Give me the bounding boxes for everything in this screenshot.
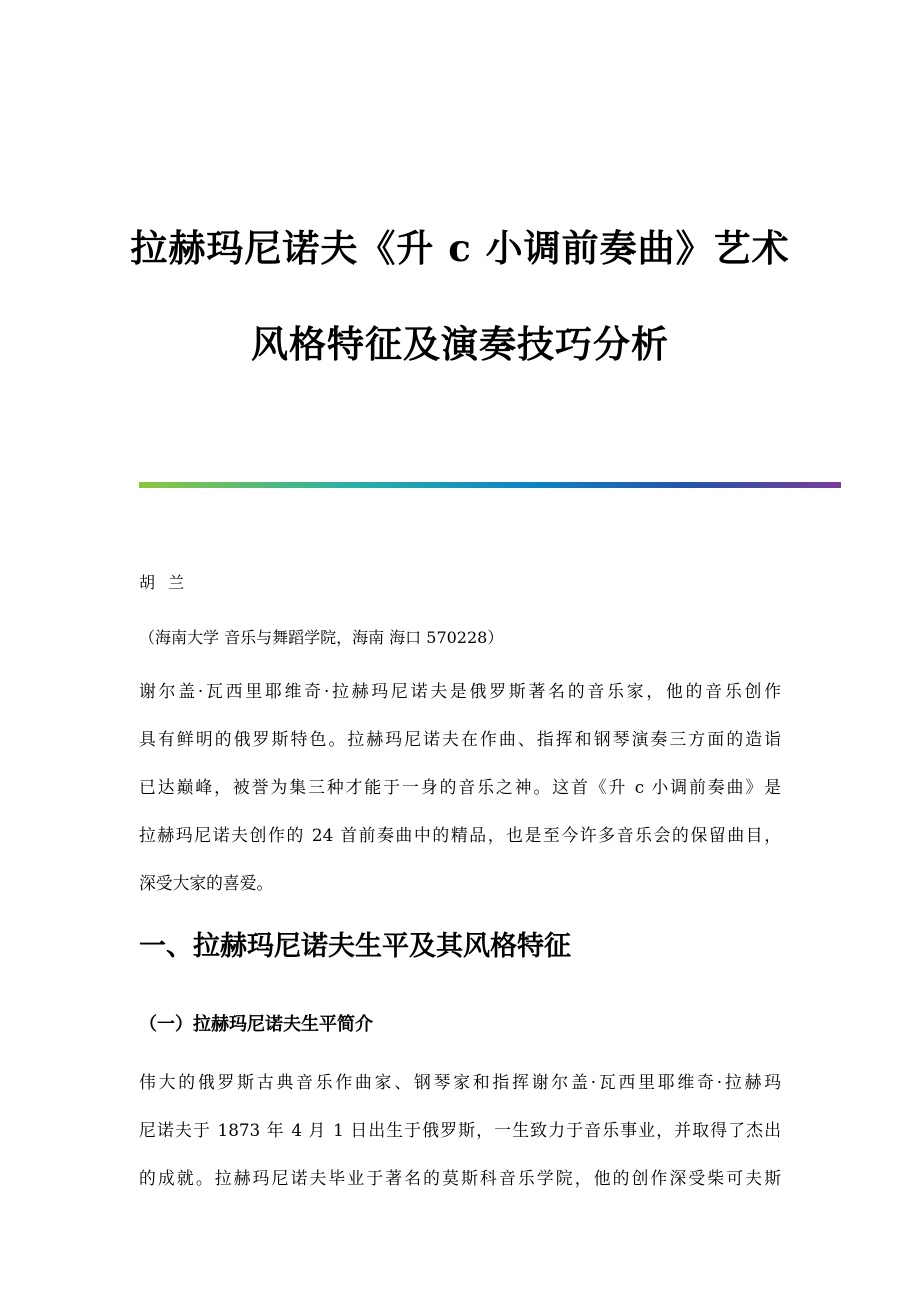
subsection-heading: （一）拉赫玛尼诺夫生平简介 — [139, 1014, 373, 1035]
body-line: 的成就。拉赫玛尼诺夫毕业于著名的莫斯科音乐学院，他的创作深受柴可夫斯 — [139, 1168, 781, 1188]
body-paragraph — [139, 1058, 781, 1202]
document-title-line-1: 拉赫玛尼诺夫《升 c 小调前奏曲》艺术 — [130, 226, 790, 270]
author-name: 胡 兰 — [139, 573, 189, 592]
abstract-line: 谢尔盖·瓦西里耶维奇·拉赫玛尼诺夫是俄罗斯著名的音乐家，他的音乐创作 — [139, 681, 781, 701]
abstract-line: 具有鲜明的俄罗斯特色。拉赫玛尼诺夫在作曲、指挥和钢琴演奏三方面的造诣 — [139, 729, 781, 749]
section-heading: 一、拉赫玛尼诺夫生平及其风格特征 — [139, 931, 571, 962]
abstract-paragraph — [139, 667, 781, 907]
body-line: 尼诺夫于 1873 年 4 月 1 日出生于俄罗斯，一生致力于音乐事业，并取得了杰出 — [139, 1120, 781, 1140]
author-affiliation: （海南大学 音乐与舞蹈学院，海南 海口 570228） — [139, 628, 504, 647]
abstract-line: 已达巅峰，被誉为集三种才能于一身的音乐之神。这首《升 c 小调前奏曲》是 — [139, 777, 781, 797]
document-title-line-2: 风格特征及演奏技巧分析 — [251, 322, 669, 366]
abstract-line: 深受大家的喜爱。 — [139, 873, 274, 893]
body-line: 伟大的俄罗斯古典音乐作曲家、钢琴家和指挥谢尔盖·瓦西里耶维奇·拉赫玛 — [139, 1072, 781, 1092]
title-divider — [139, 482, 841, 488]
abstract-line: 拉赫玛尼诺夫创作的 24 首前奏曲中的精品，也是至今许多音乐会的保留曲目， — [139, 825, 781, 845]
